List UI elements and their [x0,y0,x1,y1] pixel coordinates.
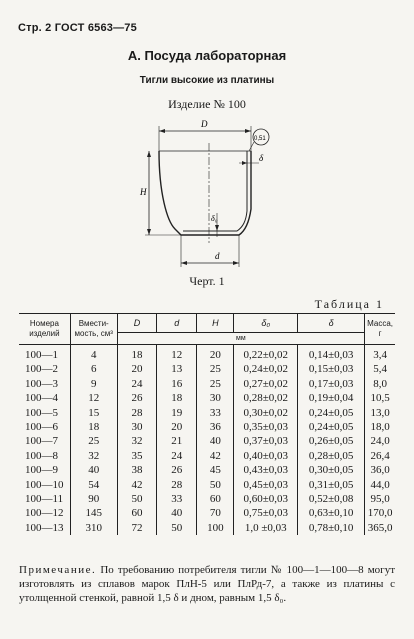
table-cell: 0,27±0,02 [234,377,298,391]
table-cell: 50 [157,521,197,535]
table-cell: 0,60±0,03 [234,492,298,506]
col-header-mass: Масса, г [365,314,395,345]
table-cell: 0,26±0,05 [298,434,365,448]
table-cell: 26 [117,391,157,405]
table-cell: 3,4 [365,345,395,363]
label-d: d [215,251,220,261]
crucible-drawing [135,113,285,273]
table-cell: 365,0 [365,521,395,535]
table-cell: 100—3 [25,377,58,390]
table-cell: 145 [70,506,117,520]
table-cell: 5,4 [365,362,395,376]
table-cell: 33 [157,492,197,506]
label-delta: δ [259,153,264,163]
col-header-delta0: δ₀ [234,314,298,333]
table-cell: 100—12 [25,507,64,520]
col-header-D: D [117,314,157,333]
table-cell: 8,0 [365,377,395,391]
col-header-H: H [197,314,234,333]
table-row [19,434,395,448]
table-cell: 0,31±0,05 [298,478,365,492]
table-cell: 21 [157,434,197,448]
table-cell: 100—11 [25,493,64,506]
table-row [19,449,395,463]
dim-H-arrow-top [147,151,151,157]
table-cell: 0,24±0,02 [234,362,298,376]
table-row [19,420,395,434]
table-row [19,345,395,363]
product-number: Изделие № 100 [168,97,246,111]
table-cell: 0,63±0,10 [298,506,365,520]
table-cell: 24 [117,377,157,391]
table-cell: 0,78±0,10 [298,521,365,535]
table-cell: 0,15±0,03 [298,362,365,376]
table-cell: 0,19±0,04 [298,391,365,405]
radius-leader [249,142,254,151]
table-cell: 100—13 [25,521,64,534]
table-cell: 18,0 [365,420,395,434]
table-cell: 30 [197,391,234,405]
table-cell: 0,43±0,03 [234,463,298,477]
dim-H-arrow-bottom [147,229,151,235]
note [19,563,395,605]
table-cell: 35 [117,449,157,463]
crucible-outer [159,151,251,235]
table-cell: 32 [117,434,157,448]
table-cell: 0,40±0,03 [234,449,298,463]
label-delta0: δ₀ [211,214,218,223]
table-cell: 28 [157,478,197,492]
table-cell: 100—2 [25,363,58,376]
table-cell: 40 [70,463,117,477]
table-cell: 28 [117,406,157,420]
table-cell: 0,24±0,05 [298,420,365,434]
table-cell: 13,0 [365,406,395,420]
table-cell: 36 [197,420,234,434]
table-cell: 30 [117,420,157,434]
col-header-delta: δ [298,314,365,333]
page-header: Стр. 2 ГОСТ 6563—75 [18,22,137,34]
table-cell: 1,0 ±0,03 [234,521,298,535]
table-cell: 24 [157,449,197,463]
table-cell: 0,35±0,03 [234,420,298,434]
table-cell: 54 [70,478,117,492]
table-cell: 18 [70,420,117,434]
table-cell: 4 [70,345,117,363]
table-cell: 25 [70,434,117,448]
table-cell: 0,17±0,03 [298,377,365,391]
label-H: H [140,187,147,197]
table-cell: 44,0 [365,478,395,492]
col-header-number: Номера изделий [19,314,70,345]
dim-D-arrow-right [245,129,251,133]
table-cell: 9 [70,377,117,391]
dim-delta-arrow [242,161,247,165]
table-row [19,391,395,405]
table-row [19,521,395,535]
table-cell: 12 [157,345,197,363]
table-cell: 38 [117,463,157,477]
table-cell: 0,28±0,05 [298,449,365,463]
table-cell: 0,22±0,02 [234,345,298,363]
table-cell: 70 [197,506,234,520]
table-cell: 100 [197,521,234,535]
table-cell: 24,0 [365,434,395,448]
table-cell: 32 [70,449,117,463]
table-cell: 19 [157,406,197,420]
table-cell: 20 [157,420,197,434]
table-cell: 26,4 [365,449,395,463]
dimensions-table [19,313,395,535]
table-row [19,506,395,520]
table-cell: 90 [70,492,117,506]
table-cell: 18 [117,345,157,363]
table-cell: 42 [117,478,157,492]
table-cell: 0,75±0,03 [234,506,298,520]
table-cell: 100—9 [25,464,58,477]
table-cell: 50 [197,478,234,492]
table-cell: 100—8 [25,449,58,462]
table-cell: 33 [197,406,234,420]
table-cell: 20 [197,345,234,363]
table-cell: 45 [197,463,234,477]
table-cell: 95,0 [365,492,395,506]
col-header-capacity: Вмести-мость, см³ [70,314,117,345]
table-cell: 50 [117,492,157,506]
dim-D-arrow-left [159,129,165,133]
table-cell: 13 [157,362,197,376]
table-cell: 100—7 [25,435,58,448]
table-cell: 100—4 [25,392,58,405]
table-cell: 42 [197,449,234,463]
label-radius: 0,51 [254,136,266,142]
table-cell: 100—1 [25,349,58,361]
dim-d-arrow-left [181,261,187,265]
col-header-d: d [157,314,197,333]
table-cell: 18 [157,391,197,405]
table-cell: 0,28±0,02 [234,391,298,405]
table-cell: 25 [197,362,234,376]
table-cell: 310 [70,521,117,535]
table-cell: 0,52±0,08 [298,492,365,506]
table-cell: 16 [157,377,197,391]
units-label: мм [117,333,365,345]
table-cell: 72 [117,521,157,535]
table-row [19,478,395,492]
table-row [19,406,395,420]
table-cell: 0,45±0,03 [234,478,298,492]
table-cell: 0,37±0,03 [234,434,298,448]
table-cell: 100—6 [25,421,58,434]
subtitle: Тигли высокие из платины [139,75,275,86]
table-cell: 0,24±0,05 [298,406,365,420]
table-cell: 40 [157,506,197,520]
figure-caption: Черт. 1 [189,274,225,288]
table-cell: 170,0 [365,506,395,520]
table-cell: 6 [70,362,117,376]
table-cell: 0,14±0,03 [298,345,365,363]
dim-d-arrow-right [233,261,239,265]
dim-delta0-arrow [215,225,219,231]
table-row [19,463,395,477]
label-D: D [201,119,208,129]
table-cell: 12 [70,391,117,405]
table-cell: 60 [117,506,157,520]
table-row [19,362,395,376]
table-cell: 20 [117,362,157,376]
table-cell: 60 [197,492,234,506]
table-cell: 26 [157,463,197,477]
note-text: По требованию потребителя тигли № 100—1—100—8 могут изготовлять из сплавов марок ПлН-5 или ПлРд-7, а также из платины с утолщенной стенкой, равной 1,5 δ и дном, равным 1,5 δ₀. [19,564,395,604]
table-cell: 10,5 [365,391,395,405]
table-cell: 36,0 [365,463,395,477]
table-row [19,377,395,391]
table-row [19,492,395,506]
note-label: Примечание. [19,564,97,576]
table-cell: 100—5 [25,406,58,419]
table-cell: 0,30±0,02 [234,406,298,420]
table-cell: 0,30±0,05 [298,463,365,477]
table-cell: 25 [197,377,234,391]
table-cell: 40 [197,434,234,448]
table-cell: 100—10 [25,478,64,491]
table-cell: 15 [70,406,117,420]
section-title: А. Посуда лабораторная [127,48,287,63]
table-caption: Таблица 1 [314,297,384,311]
